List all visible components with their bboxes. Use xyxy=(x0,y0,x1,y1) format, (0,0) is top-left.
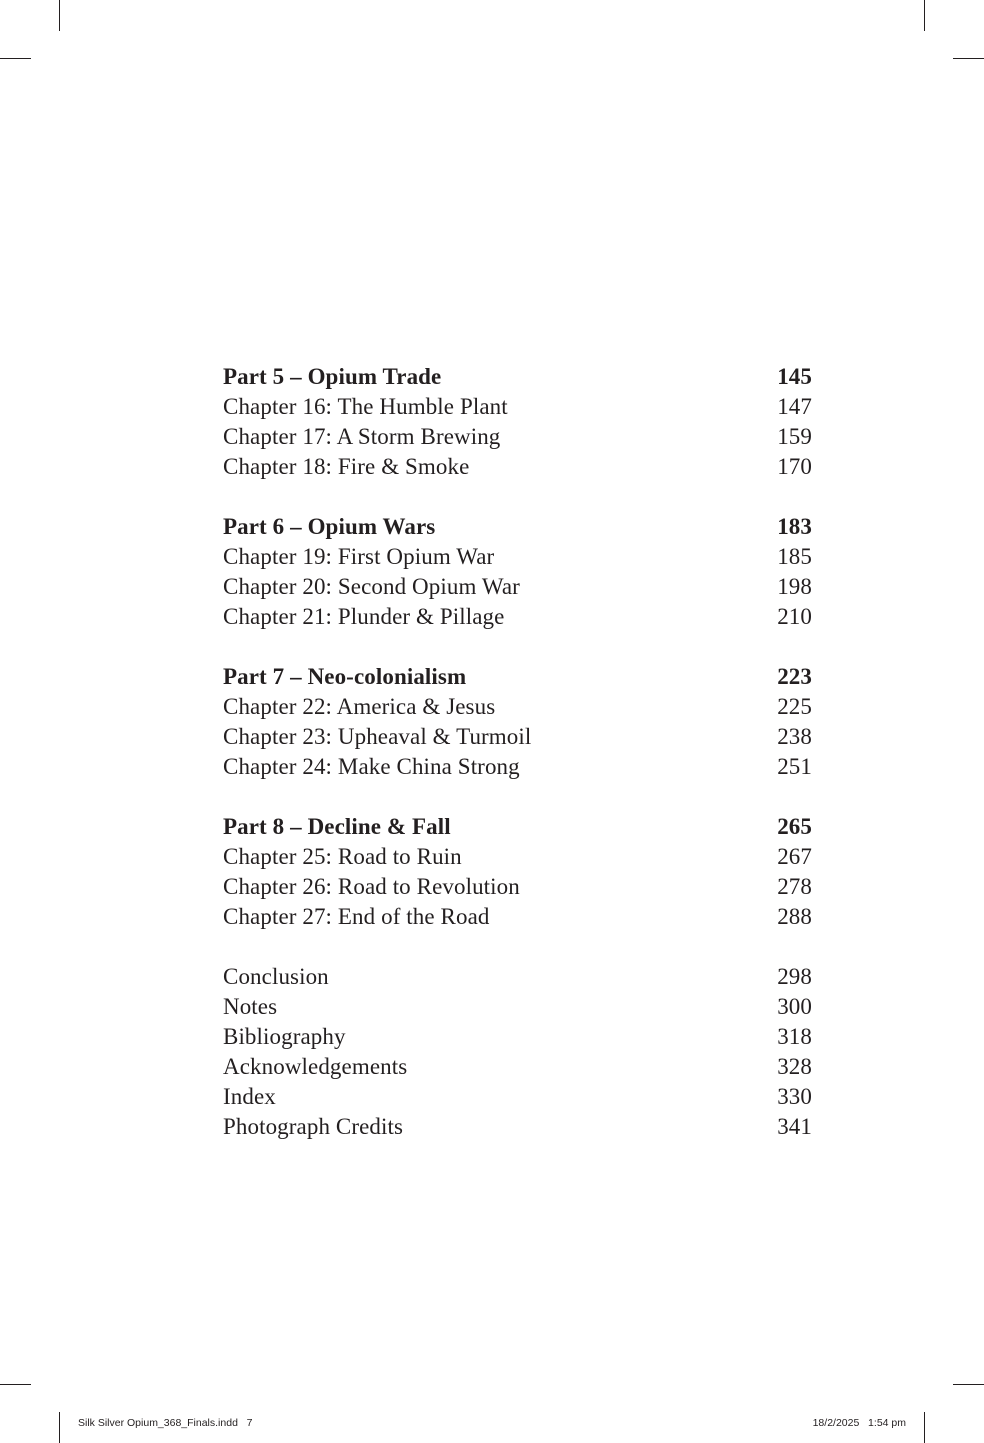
chapter-page-number: 238 xyxy=(777,724,812,749)
toc-chapter-entry xyxy=(223,392,812,422)
toc-section-part-8 xyxy=(223,812,812,932)
entry-page-number: 328 xyxy=(777,1054,812,1079)
chapter-title: Chapter 17: A Storm Brewing xyxy=(223,424,501,449)
toc-part-entry xyxy=(223,662,812,692)
entry-page-number: 300 xyxy=(777,994,812,1019)
toc-chapter-entry xyxy=(223,842,812,872)
entry-title: Photograph Credits xyxy=(223,1114,404,1139)
chapter-title: Chapter 25: Road to Ruin xyxy=(223,844,462,869)
entry-title: Acknowledgements xyxy=(223,1054,408,1079)
entry-title: Bibliography xyxy=(223,1024,346,1049)
toc-part-entry xyxy=(223,362,812,392)
toc-back-matter-entry xyxy=(223,1082,812,1112)
chapter-title: Chapter 20: Second Opium War xyxy=(223,574,520,599)
crop-mark-top-right xyxy=(924,0,925,31)
part-page-number: 183 xyxy=(777,514,812,539)
toc-back-matter-entry xyxy=(223,962,812,992)
table-of-contents xyxy=(223,362,812,1142)
toc-section-part-7 xyxy=(223,662,812,782)
entry-title: Notes xyxy=(223,994,278,1019)
chapter-page-number: 159 xyxy=(777,424,812,449)
part-title: Part 6 – Opium Wars xyxy=(223,514,436,539)
part-page-number: 145 xyxy=(777,364,812,389)
chapter-title: Chapter 21: Plunder & Pillage xyxy=(223,604,505,629)
chapter-title: Chapter 22: America & Jesus xyxy=(223,694,496,719)
chapter-title: Chapter 23: Upheaval & Turmoil xyxy=(223,724,532,749)
chapter-page-number: 170 xyxy=(777,454,812,479)
entry-page-number: 298 xyxy=(777,964,812,989)
chapter-page-number: 147 xyxy=(777,394,812,419)
crop-mark-bottom-right-horizontal xyxy=(953,1384,984,1385)
part-title: Part 7 – Neo-colonialism xyxy=(223,664,467,689)
toc-back-matter xyxy=(223,962,812,1142)
toc-section-part-6 xyxy=(223,512,812,632)
toc-chapter-entry xyxy=(223,572,812,602)
entry-page-number: 318 xyxy=(777,1024,812,1049)
entry-page-number: 341 xyxy=(777,1114,812,1139)
chapter-page-number: 267 xyxy=(777,844,812,869)
toc-chapter-entry xyxy=(223,602,812,632)
chapter-page-number: 198 xyxy=(777,574,812,599)
toc-chapter-entry xyxy=(223,872,812,902)
chapter-page-number: 185 xyxy=(777,544,812,569)
entry-title: Index xyxy=(223,1084,276,1109)
crop-mark-top-right-horizontal xyxy=(953,58,984,59)
crop-mark-bottom-left-horizontal xyxy=(0,1384,31,1385)
chapter-title: Chapter 18: Fire & Smoke xyxy=(223,454,470,479)
toc-back-matter-entry xyxy=(223,992,812,1022)
toc-chapter-entry xyxy=(223,722,812,752)
part-title: Part 5 – Opium Trade xyxy=(223,364,442,389)
part-title: Part 8 – Decline & Fall xyxy=(223,814,451,839)
toc-part-entry xyxy=(223,812,812,842)
chapter-title: Chapter 24: Make China Strong xyxy=(223,754,520,779)
toc-chapter-entry xyxy=(223,452,812,482)
entry-page-number: 330 xyxy=(777,1084,812,1109)
toc-back-matter-entry xyxy=(223,1052,812,1082)
slug-file-name: Silk Silver Opium_368_Finals.indd 7 xyxy=(78,1417,253,1429)
toc-part-entry xyxy=(223,512,812,542)
toc-back-matter-entry xyxy=(223,1112,812,1142)
toc-chapter-entry xyxy=(223,692,812,722)
toc-back-matter-entry xyxy=(223,1022,812,1052)
chapter-title: Chapter 27: End of the Road xyxy=(223,904,490,929)
toc-chapter-entry xyxy=(223,902,812,932)
toc-chapter-entry xyxy=(223,422,812,452)
slug-timestamp: 18/2/2025 1:54 pm xyxy=(812,1417,906,1429)
toc-chapter-entry xyxy=(223,542,812,572)
crop-mark-top-left xyxy=(59,0,60,31)
chapter-page-number: 288 xyxy=(777,904,812,929)
crop-mark-bottom-left xyxy=(59,1412,60,1443)
chapter-page-number: 210 xyxy=(777,604,812,629)
chapter-title: Chapter 16: The Humble Plant xyxy=(223,394,508,419)
crop-mark-bottom-right xyxy=(924,1412,925,1443)
toc-section-part-5 xyxy=(223,362,812,482)
toc-chapter-entry xyxy=(223,752,812,782)
chapter-page-number: 225 xyxy=(777,694,812,719)
entry-title: Conclusion xyxy=(223,964,329,989)
part-page-number: 265 xyxy=(777,814,812,839)
crop-mark-top-left-horizontal xyxy=(0,58,31,59)
chapter-page-number: 278 xyxy=(777,874,812,899)
chapter-title: Chapter 19: First Opium War xyxy=(223,544,495,569)
part-page-number: 223 xyxy=(777,664,812,689)
chapter-title: Chapter 26: Road to Revolution xyxy=(223,874,520,899)
chapter-page-number: 251 xyxy=(777,754,812,779)
